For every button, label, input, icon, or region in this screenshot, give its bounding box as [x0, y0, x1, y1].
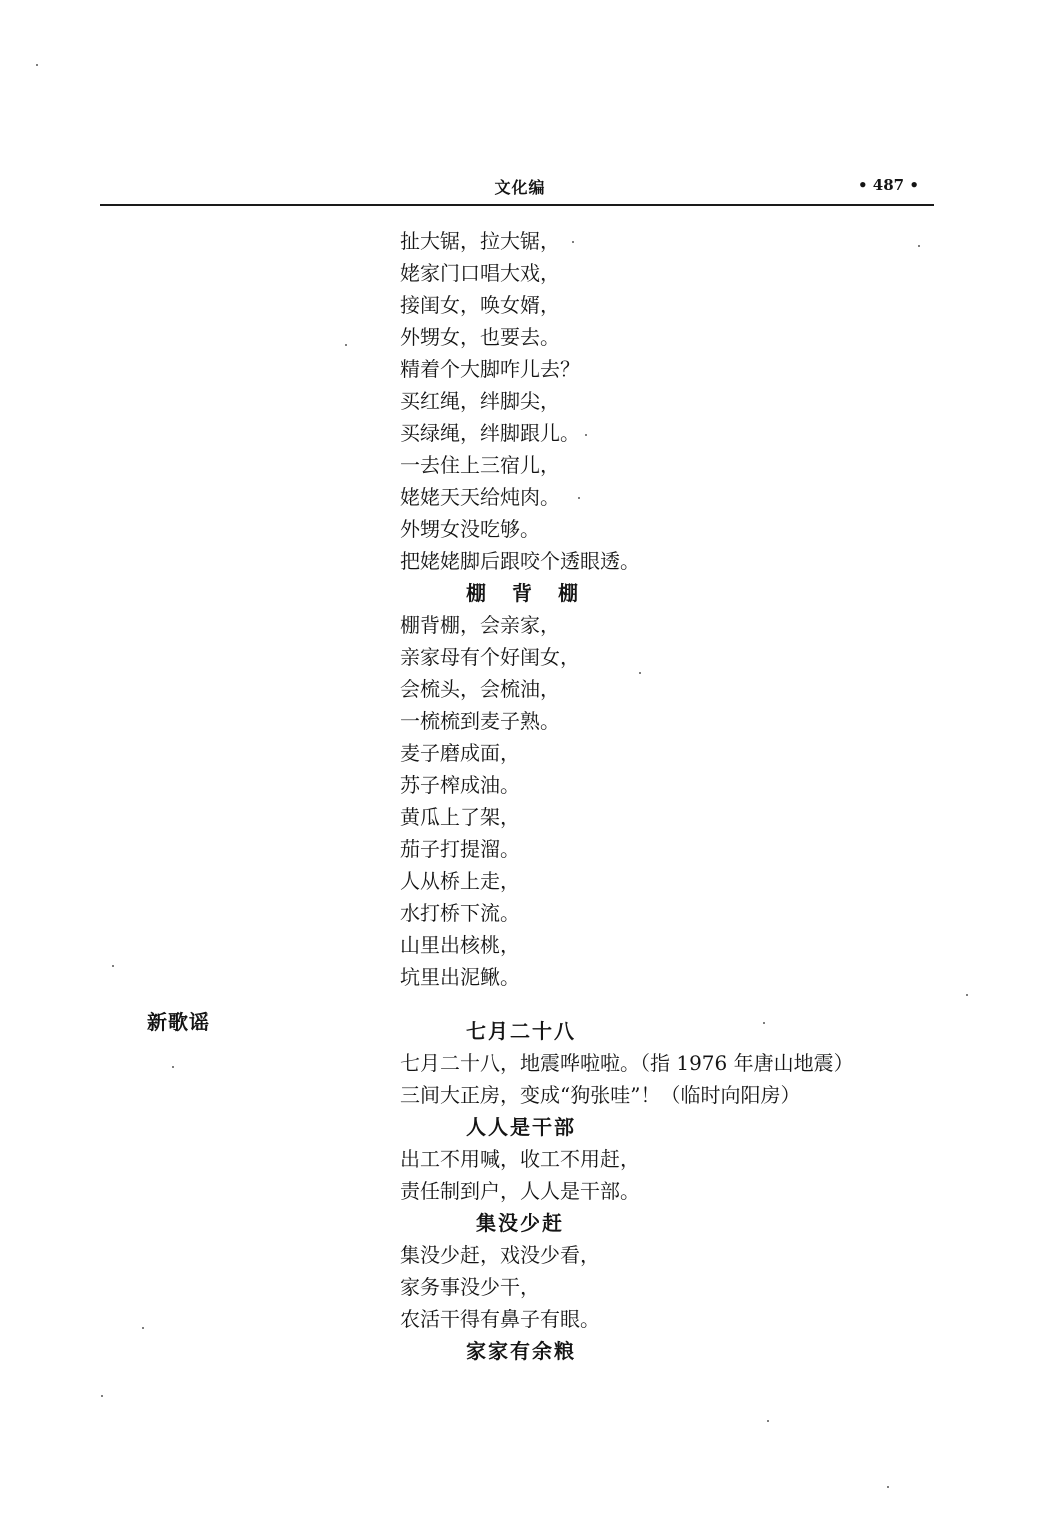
- poem-title: 棚背棚: [466, 581, 604, 605]
- poem-line: 苏子榨成油。: [400, 773, 520, 797]
- poem-line: 农活干得有鼻子有眼。: [400, 1307, 600, 1331]
- scan-speck: [763, 1022, 765, 1024]
- poem-line: 茄子打提溜。: [400, 837, 520, 861]
- poem-line: 扯大锯，拉大锯，: [400, 229, 560, 253]
- scan-speck: [345, 344, 347, 346]
- poem-line: 亲家母有个好闺女，: [400, 645, 580, 669]
- header-rule: [100, 204, 934, 206]
- poem-market-fairs: [400, 1207, 960, 1335]
- poem-line: 三间大正房，变成“狗张哇”！（临时向阳房）: [400, 1083, 801, 1107]
- scan-speck: [578, 497, 580, 499]
- poem-line: 把姥姥脚后跟咬个透眼透。: [400, 549, 640, 573]
- scan-speck: [918, 245, 920, 247]
- poem-title: 家家有余粮: [466, 1339, 576, 1363]
- poem-line: 人从桥上走，: [400, 869, 520, 893]
- poem-pull-saw: [400, 225, 960, 577]
- scan-speck: [639, 672, 641, 674]
- poem-line: 外甥女没吃够。: [400, 517, 540, 541]
- scan-speck: [101, 1395, 103, 1397]
- poem-line: 买绿绳，绊脚跟儿。: [400, 421, 580, 445]
- scan-speck: [767, 1420, 769, 1422]
- poem-surplus-grain: [400, 1335, 960, 1367]
- poem-july-28: [400, 1015, 960, 1111]
- poem-line: 出工不用喊，收工不用赶，: [400, 1147, 640, 1171]
- section-label-new-ballads: 新歌谣: [147, 1010, 210, 1034]
- poem-line: 水打桥下流。: [400, 901, 520, 925]
- scan-speck: [172, 1066, 174, 1068]
- poem-title: 人人是干部: [466, 1115, 576, 1139]
- poem-line: 接闺女，唤女婿，: [400, 293, 560, 317]
- poem-title: 七月二十八: [466, 1019, 576, 1043]
- poem-everyone-is-cadre: [400, 1111, 960, 1207]
- poem-line: 姥家门口唱大戏，: [400, 261, 560, 285]
- poem-line: 外甥女，也要去。: [400, 325, 560, 349]
- poem-line: 山里出核桃，: [400, 933, 520, 957]
- scan-speck: [112, 965, 114, 967]
- poem-line: 责任制到户，人人是干部。: [400, 1179, 640, 1203]
- scan-speck: [36, 64, 38, 66]
- poem-line: 家务事没少干，: [400, 1275, 540, 1299]
- section-gap: [400, 1003, 960, 1015]
- poem-line: 一梳梳到麦子熟。: [400, 709, 560, 733]
- section-gap: [400, 993, 960, 1003]
- scan-speck: [142, 1327, 144, 1329]
- poem-line: 七月二十八，地震哗啦啦。（指 1976 年唐山地震）: [400, 1051, 854, 1075]
- poem-title: 集没少赶: [476, 1211, 564, 1235]
- page-number: • 487 •: [858, 176, 919, 194]
- scan-speck: [572, 241, 574, 243]
- poem-line: 一去住上三宿儿，: [400, 453, 560, 477]
- page-body: [400, 225, 960, 1367]
- poem-line: 坑里出泥鳅。: [400, 965, 520, 989]
- poem-line: 精着个大脚咋儿去？: [400, 357, 580, 381]
- poem-line: 买红绳，绊脚尖，: [400, 389, 560, 413]
- poem-line: 棚背棚，会亲家，: [400, 613, 560, 637]
- scan-speck: [887, 1486, 889, 1488]
- scan-speck: [966, 994, 968, 996]
- poem-line: 会梳头，会梳油，: [400, 677, 560, 701]
- poem-line: 黄瓜上了架，: [400, 805, 520, 829]
- poem-peng-bei-peng: [400, 577, 960, 993]
- scan-speck: [585, 434, 587, 436]
- poem-line: 麦子磨成面，: [400, 741, 520, 765]
- running-header: 文化编: [494, 178, 546, 197]
- poem-line: 姥姥天天给炖肉。: [400, 485, 560, 509]
- poem-line: 集没少赶，戏没少看，: [400, 1243, 600, 1267]
